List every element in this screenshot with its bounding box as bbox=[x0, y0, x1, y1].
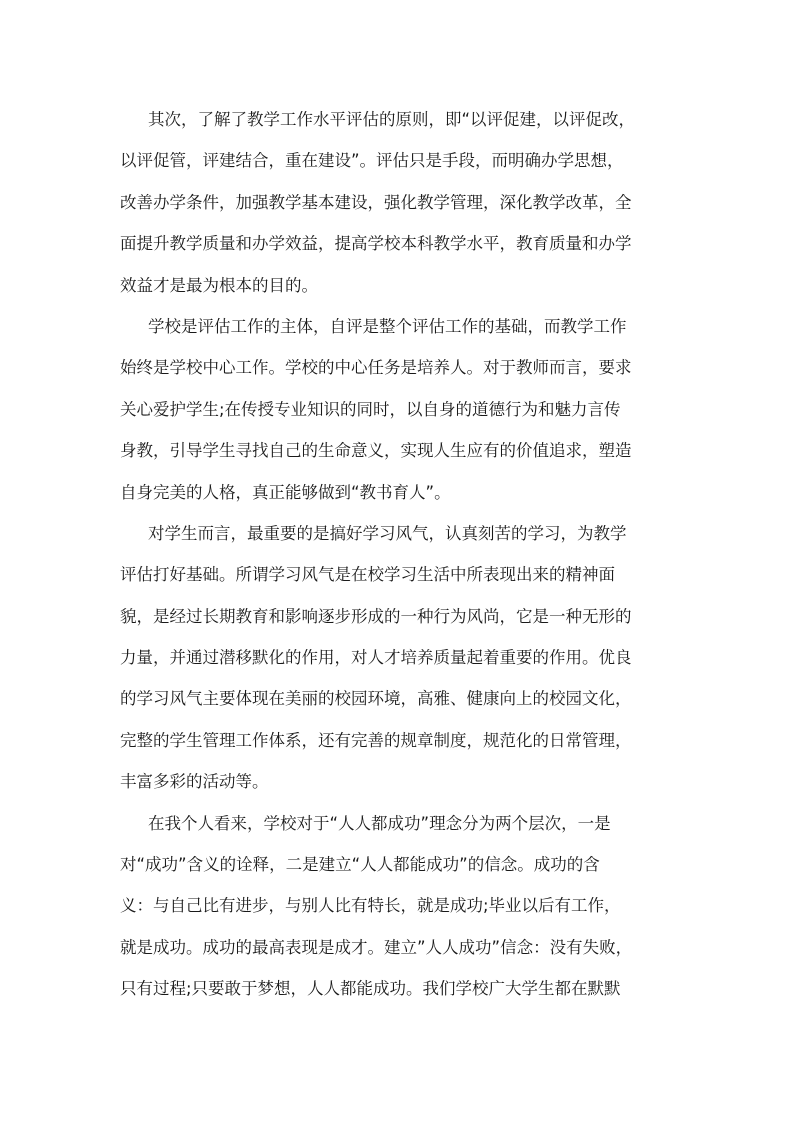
text-line: 效益才是最为根本的目的。 bbox=[120, 275, 318, 295]
paragraph-evaluation-principles bbox=[120, 99, 676, 306]
text-line: 改善办学条件，加强教学基本建设，强化教学管理，深化教学改革，全 bbox=[120, 192, 632, 212]
text-line: 自身完美的人格，真正能够做到“教书育人”。 bbox=[120, 482, 451, 502]
text-line: 的学习风气主要体现在美丽的校园环境，高雅、健康向上的校园文化， bbox=[120, 689, 632, 709]
paragraph-everyone-succeeds bbox=[120, 803, 676, 1010]
text-line: 面提升教学质量和办学效益，提高学校本科教学水平，教育质量和办学 bbox=[120, 234, 632, 254]
text-line: 评估打好基础。所谓学习风气是在校学习生活中所表现出来的精神面 bbox=[120, 565, 615, 585]
paragraph-study-atmosphere bbox=[120, 513, 676, 803]
text-line: 丰富多彩的活动等。 bbox=[120, 772, 269, 792]
text-line: 在我个人看来，学校对于“人人都成功”理念分为两个层次，一是 bbox=[148, 813, 611, 833]
text-line: 对“成功”含义的诠释，二是建立“人人都能成功”的信念。成功的含 bbox=[120, 855, 600, 875]
text-line: 关心爱护学生;在传授专业知识的同时，以自身的道德行为和魅力言传 bbox=[120, 399, 621, 419]
text-line: 其次，了解了教学工作水平评估的原则，即“以评促建，以评促改， bbox=[148, 110, 636, 129]
text-line: 完整的学生管理工作体系，还有完善的规章制度，规范化的日常管理， bbox=[120, 730, 632, 750]
text-line: 只有过程;只要敢于梦想，人人都能成功。我们学校广大学生都在默默 bbox=[120, 979, 621, 999]
text-line: 义：与自己比有进步，与别人比有特长，就是成功;毕业以后有工作， bbox=[120, 896, 621, 916]
text-line: 以评促管，评建结合，重在建设”。评估只是手段，而明确办学思想， bbox=[120, 151, 624, 171]
document-body bbox=[120, 99, 676, 1010]
text-line: 对学生而言，最重要的是搞好学习风气，认真刻苦的学习，为教学 bbox=[148, 523, 627, 543]
text-line: 学校是评估工作的主体，自评是整个评估工作的基础，而教学工作 bbox=[148, 316, 627, 336]
text-line: 始终是学校中心工作。学校的中心任务是培养人。对于教师而言，要求 bbox=[120, 358, 632, 378]
text-line: 身教，引导学生寻找自己的生命意义，实现人生应有的价值追求，塑造 bbox=[120, 441, 632, 461]
text-line: 就是成功。成功的最高表现是成才。建立”人人成功”信念：没有失败， bbox=[120, 937, 633, 957]
text-line: 貌，是经过长期教育和影响逐步形成的一种行为风尚，它是一种无形的 bbox=[120, 606, 632, 626]
paragraph-school-subject bbox=[120, 306, 676, 513]
text-line: 力量，并通过潜移默化的作用，对人才培养质量起着重要的作用。优良 bbox=[120, 648, 632, 668]
